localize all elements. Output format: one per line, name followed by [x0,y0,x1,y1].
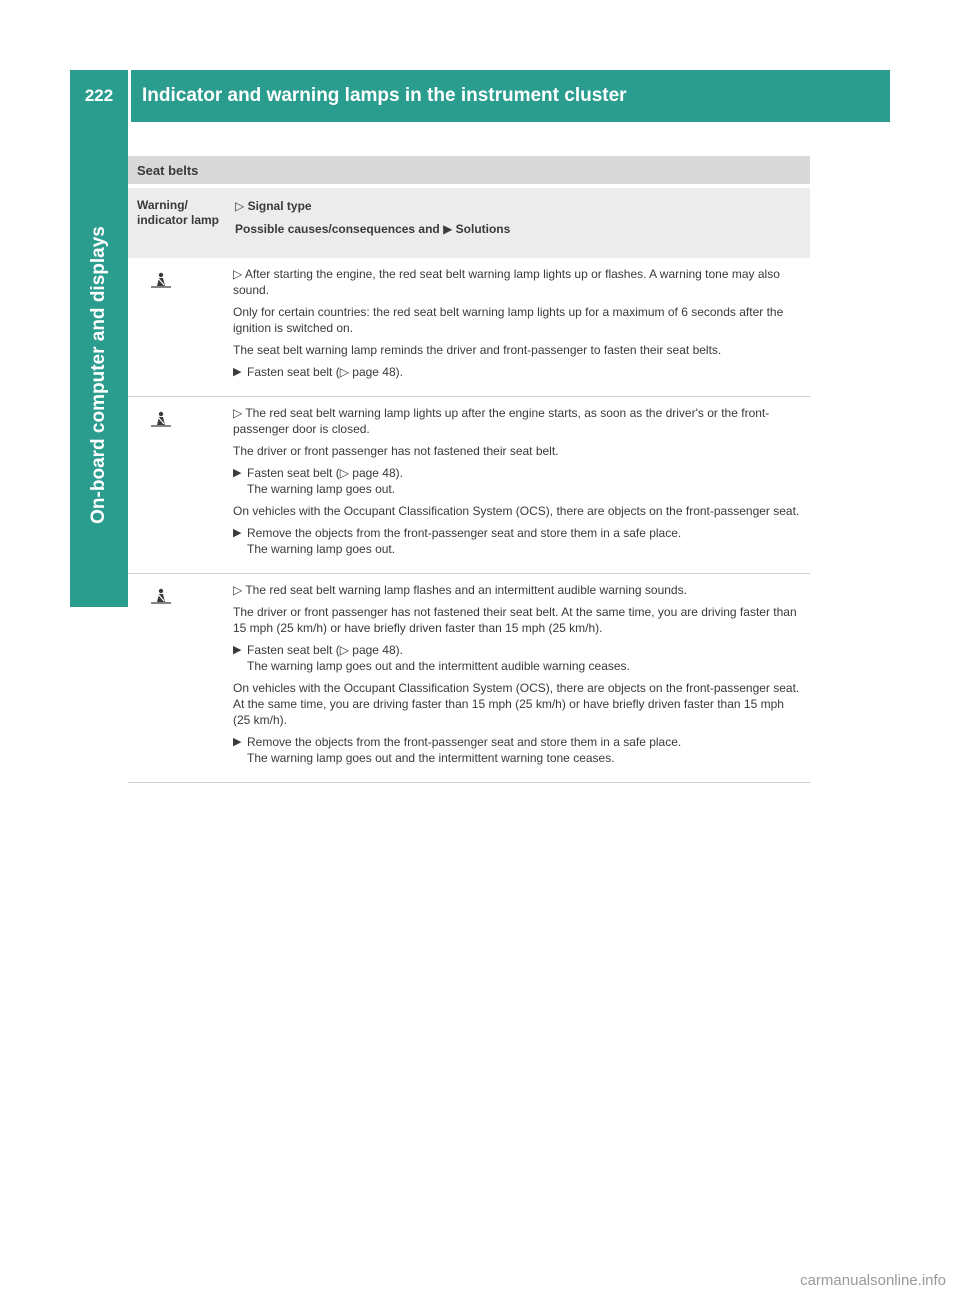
table-row [128,574,810,783]
header-lamp: Warning/ indicator lamp [137,198,220,227]
description-cell [233,582,810,772]
solution-text: Fasten seat belt (▷ page 48). [247,365,403,379]
side-tab-label: On-board computer and displays [88,226,109,524]
solution-step [233,364,800,380]
lamp-cell [128,582,233,772]
solution-body [247,642,630,674]
description-text: The driver or front passenger has not fastened their seat belt. [233,444,559,458]
solution-body [247,364,403,380]
description-text: On vehicles with the Occupant Classification System (OCS), there are objects on the front-passenger seat. At the same time, you are driving faster than 15 mph (25 km/h) or have briefly driven faster than 15 mph (25 km/h). [233,681,800,727]
description-text: On vehicles with the Occupant Classification System (OCS), there are objects on the front-passenger seat. [233,504,800,518]
solution-text: Remove the objects from the front-passenger seat and store them in a safe place. [247,735,682,749]
solution-result: The warning lamp goes out. [247,542,396,556]
header-divider [128,70,131,122]
solution-text: Fasten seat belt (▷ page 48). [247,466,403,480]
table-row [128,397,810,574]
lamp-cell [128,405,233,563]
table-body [128,258,810,783]
lamp-cell [128,266,233,386]
solution-text: Fasten seat belt (▷ page 48). [247,643,403,657]
description-text: ▷ The red seat belt warning lamp flashes and an intermittent audible warning sounds. [233,583,687,597]
header-description [233,188,810,258]
description-text: ▷ The red seat belt warning lamp lights up after the engine starts, as soon as the driver's or the front-passenger door is closed. [233,406,770,436]
description-text: The driver or front passenger has not fastened their seat belt. At the same time, you are driving faster than 15 mph (25 km/h) or have briefly driven faster than 15 mph (25 km/h). [233,605,797,635]
solution-body [247,734,681,766]
arrow-right-icon: ▶ [233,644,242,656]
solution-step [233,465,800,497]
table-header [128,188,810,258]
solution-step [233,525,800,557]
solution-result: The warning lamp goes out. [247,482,396,496]
description-cell [233,405,810,563]
description-cell [233,266,810,386]
arrow-right-icon: ▶ [233,467,242,479]
section-title: Seat belts [128,156,810,184]
solution-step [233,642,800,674]
header-signal: ▷ Signal type [235,199,312,213]
solution-step [233,734,800,766]
solution-body [247,465,403,497]
seat-belt-icon [150,272,172,292]
solution-body [247,525,681,557]
solution-result: The warning lamp goes out and the intermittent audible warning ceases. [247,659,630,673]
seat-belt-icon [150,588,172,608]
seat-belt-icon [150,411,172,431]
arrow-right-icon: ▶ [233,366,242,378]
header-causes: Possible causes/consequences and ▶ Solutions [235,222,511,236]
page-number: 222 [84,86,114,105]
footer-watermark: carmanualsonline.info [800,1272,946,1289]
description-text: Only for certain countries: the red seat belt warning lamp lights up for a maximum of 6 seconds after the ignition is switched on. [233,305,784,335]
page-title: Indicator and warning lamps in the instrument cluster [142,85,627,106]
description-text: The seat belt warning lamp reminds the driver and front-passenger to fasten their seat belts. [233,343,722,357]
solution-result: The warning lamp goes out and the intermittent warning tone ceases. [247,751,615,765]
arrow-right-icon: ▶ [233,736,242,748]
table-row [128,258,810,397]
description-text: ▷ After starting the engine, the red seat belt warning lamp lights up or flashes. A warning tone may also sound. [233,267,780,297]
warning-lamp-table [128,188,810,783]
solution-text: Remove the objects from the front-passenger seat and store them in a safe place. [247,526,682,540]
arrow-right-icon: ▶ [233,527,242,539]
